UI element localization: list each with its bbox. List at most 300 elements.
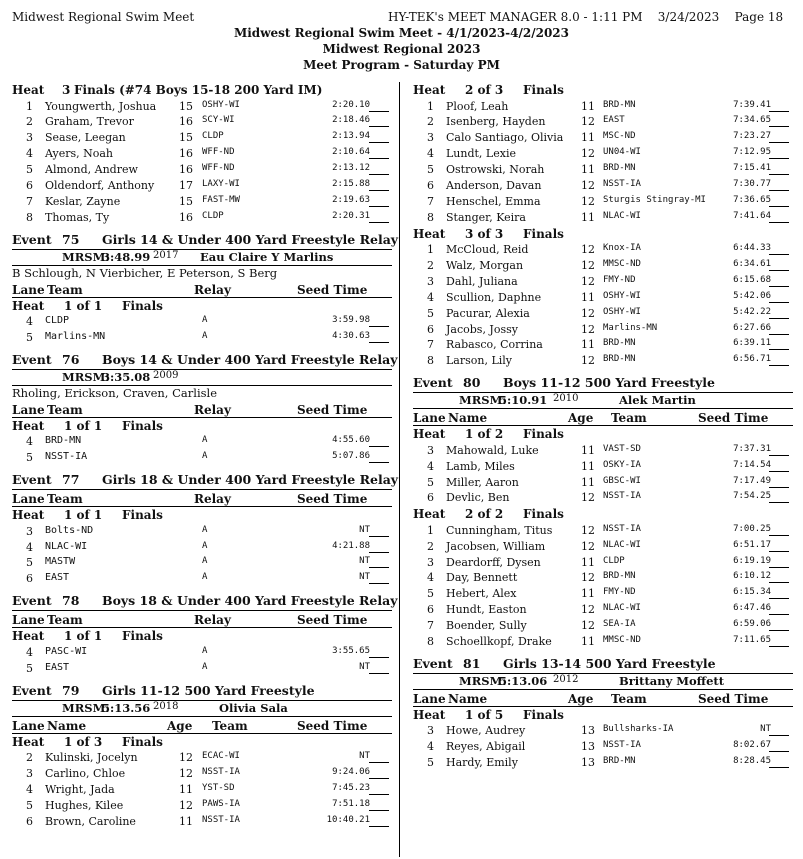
entry-row <box>12 645 392 661</box>
swimmer-age: 11 <box>581 587 595 601</box>
entry-row <box>12 661 392 677</box>
heat-header: Heat 2 of 2 Finals <box>413 507 564 522</box>
entry-row <box>12 146 392 162</box>
team-code: CLDP <box>202 210 224 221</box>
swimmer-name: Henschel, Emma <box>446 194 541 208</box>
final-time-blank <box>769 487 789 488</box>
final-time-blank <box>769 582 789 583</box>
swimmer-age: 12 <box>581 115 595 129</box>
lane-number: 5 <box>26 163 33 177</box>
swimmer-name: Pacurar, Alexia <box>446 306 530 320</box>
swimmer-age: 11 <box>581 99 595 113</box>
swimmer-age: 13 <box>581 756 595 770</box>
lane-number: 7 <box>427 194 434 208</box>
team-code: BRD-MN <box>603 571 636 582</box>
swimmer-age: 12 <box>581 491 595 505</box>
swimmer-age: 16 <box>179 210 193 224</box>
swimmer-age: 12 <box>581 274 595 288</box>
record-relay-names: B Schlough, N Vierbicher, E Peterson, S Berg <box>12 265 278 280</box>
final-time-blank <box>369 222 389 223</box>
lane-number: 1 <box>427 99 434 113</box>
swimmer-name: Scullion, Daphne <box>446 290 542 304</box>
relay-letter: A <box>202 645 208 656</box>
entry-row <box>413 602 793 618</box>
swimmer-age: 12 <box>581 523 595 537</box>
swimmer-name: McCloud, Reid <box>446 243 529 257</box>
lane-number: 6 <box>427 491 434 505</box>
entry-row <box>413 258 793 274</box>
final-time-blank <box>769 190 789 191</box>
seed-time: 7:14.54 <box>733 459 771 470</box>
entry-row <box>12 766 392 782</box>
entry-row <box>413 274 793 290</box>
software-info: HY-TEK's MEET MANAGER 8.0 - 1:11 PM 3/24/2023 Page 18 <box>388 10 784 24</box>
relay-letter: A <box>202 540 208 551</box>
seed-time: 6:15.68 <box>733 274 771 285</box>
seed-time: 6:51.17 <box>733 539 771 550</box>
final-time-blank <box>769 735 789 736</box>
final-time-blank <box>769 286 789 287</box>
final-time-blank <box>769 614 789 615</box>
swimmer-age: 12 <box>581 178 595 192</box>
team-code: BRD-MN <box>45 435 82 447</box>
relay-rows <box>12 434 392 466</box>
team-code: MMSC-ND <box>603 635 641 646</box>
swimmer-age: 12 <box>179 798 193 812</box>
heat-rows <box>413 723 793 771</box>
final-time-blank <box>769 598 789 599</box>
heat-header: Heat 3 of 3 Finals <box>413 226 564 241</box>
lane-number: 6 <box>26 178 33 192</box>
seed-time: 7:54.25 <box>733 491 771 502</box>
swimmer-name: Wright, Jada <box>45 782 115 796</box>
lane-number: 7 <box>427 338 434 352</box>
team-code: SCY-WI <box>202 115 235 126</box>
entry-row <box>12 571 392 587</box>
team-code: Bolts-ND <box>45 524 94 536</box>
team-code: NLAC-WI <box>603 603 641 614</box>
lane-number: 5 <box>427 587 434 601</box>
team-code: OSHY-WI <box>202 99 240 110</box>
lane-number: 3 <box>427 443 434 457</box>
entry-row <box>413 723 793 739</box>
seed-time: NT <box>359 572 370 583</box>
final-time-blank <box>769 111 789 112</box>
entry-row <box>413 162 793 178</box>
entry-row <box>413 194 793 210</box>
final-time-blank <box>369 673 389 674</box>
lane-number: 4 <box>427 740 434 754</box>
team-code: Marlins-MN <box>603 322 658 333</box>
meet-record: MRSM: 3:48.99 2017 Eau Claire Y Marlins <box>12 250 392 266</box>
swimmer-name: Schoellkopf, Drake <box>446 635 552 649</box>
swimmer-name: Walz, Morgan <box>446 259 524 273</box>
relay-letter: A <box>202 451 208 462</box>
final-time-blank <box>769 270 789 271</box>
lane-number: 1 <box>427 523 434 537</box>
lane-number: 5 <box>26 451 33 465</box>
team-code: CLDP <box>45 315 70 327</box>
swimmer-age: 15 <box>179 131 193 145</box>
entry-row <box>413 306 793 322</box>
final-time-blank <box>369 326 389 327</box>
entry-row <box>413 337 793 353</box>
final-time-blank <box>769 767 789 768</box>
team-code: UN04-WI <box>603 147 641 158</box>
lane-number: 8 <box>26 210 33 224</box>
swimmer-name: Carlino, Chloe <box>45 766 126 780</box>
seed-time: 6:27.66 <box>733 322 771 333</box>
entry-row <box>413 178 793 194</box>
relay-letter: A <box>202 331 208 342</box>
swimmer-age: 12 <box>581 571 595 585</box>
final-time-blank <box>769 126 789 127</box>
swimmer-age: 11 <box>179 814 193 828</box>
swimmer-age: 11 <box>581 210 595 224</box>
entry-row <box>12 555 392 571</box>
seed-time: 7:36.65 <box>733 194 771 205</box>
final-time-blank <box>369 342 389 343</box>
lane-number: 6 <box>26 814 33 828</box>
swimmer-age: 12 <box>179 766 193 780</box>
seed-time: 6:47.46 <box>733 603 771 614</box>
swimmer-name: Boender, Sully <box>446 619 527 633</box>
relay-letter: A <box>202 524 208 535</box>
entry-row <box>12 330 392 346</box>
lane-number: 3 <box>427 724 434 738</box>
seed-time: 7:45.23 <box>332 782 370 793</box>
record-relay-names: Rholing, Erickson, Craven, Carlisle <box>12 385 218 400</box>
relay-letter: A <box>202 572 208 583</box>
swimmer-name: Miller, Aaron <box>446 475 519 489</box>
swimmer-age: 12 <box>581 322 595 336</box>
heat-rows <box>413 443 793 507</box>
team-code: BRD-MN <box>603 338 636 349</box>
team-code: SEA-IA <box>603 619 636 630</box>
seed-time: 6:15.34 <box>733 587 771 598</box>
seed-time: NT <box>359 751 370 762</box>
final-time-blank <box>769 646 789 647</box>
seed-time: 2:13.12 <box>332 163 370 174</box>
lane-number: 4 <box>26 645 33 659</box>
lane-number: 3 <box>427 555 434 569</box>
lane-number: 8 <box>427 210 434 224</box>
final-time-blank <box>769 206 789 207</box>
relay-letter: A <box>202 556 208 567</box>
seed-time: 6:19.19 <box>733 555 771 566</box>
team-code: Knox-IA <box>603 243 641 254</box>
entry-row <box>12 314 392 330</box>
seed-time: 5:07.86 <box>332 451 370 462</box>
final-time-blank <box>369 446 389 447</box>
swimmer-age: 16 <box>179 147 193 161</box>
entry-row <box>12 194 392 210</box>
session-title: Meet Program - Saturday PM <box>303 58 500 72</box>
swimmer-name: Hundt, Easton <box>446 603 527 617</box>
lane-number: 5 <box>26 661 33 675</box>
final-time-blank <box>769 174 789 175</box>
seed-time: 2:20.31 <box>332 210 370 221</box>
entry-row <box>413 475 793 491</box>
entry-row <box>413 210 793 226</box>
team-code: NSST-IA <box>202 766 240 777</box>
swimmer-name: Ayers, Noah <box>45 147 114 161</box>
lane-number: 4 <box>26 540 33 554</box>
entry-row <box>12 782 392 798</box>
left-column <box>12 82 399 829</box>
lane-number: 4 <box>26 782 33 796</box>
heat-header: Heat 1 of 1 Finals <box>12 508 163 523</box>
entry-row <box>413 130 793 146</box>
relay-letter: A <box>202 315 208 326</box>
swimmer-name: Almond, Andrew <box>45 163 138 177</box>
meet-record: MRSM: 5:10.91 2010 Alek Martin <box>413 393 793 409</box>
seed-time: 4:55.60 <box>332 435 370 446</box>
swimmer-name: Hughes, Kilee <box>45 798 124 812</box>
final-time-blank <box>769 551 789 552</box>
swimmer-name: Lundt, Lexie <box>446 147 516 161</box>
swimmer-age: 12 <box>581 619 595 633</box>
swimmer-age: 12 <box>581 603 595 617</box>
lane-number: 4 <box>26 147 33 161</box>
seed-time: 7:12.95 <box>733 147 771 158</box>
seed-time: 7:00.25 <box>733 523 771 534</box>
entry-row <box>413 618 793 634</box>
swimmer-age: 15 <box>179 194 193 208</box>
team-code: NSST-IA <box>603 740 641 751</box>
team-code: NLAC-WI <box>603 210 641 221</box>
swimmer-name: Jacobs, Jossy <box>446 322 518 336</box>
swimmer-age: 11 <box>581 338 595 352</box>
final-time-blank <box>769 142 789 143</box>
seed-time: 8:28.45 <box>733 756 771 767</box>
entry-row <box>12 750 392 766</box>
team-code: GBSC-WI <box>603 475 641 486</box>
swimmer-name: Devlic, Ben <box>446 491 510 505</box>
lane-number: 6 <box>427 603 434 617</box>
swimmer-name: Mahowald, Luke <box>446 443 539 457</box>
team-code: NSST-IA <box>603 523 641 534</box>
seed-time: NT <box>359 524 370 535</box>
seed-time: 7:30.77 <box>733 178 771 189</box>
relay-rows <box>12 314 392 346</box>
heat-rows <box>413 99 793 226</box>
swimmer-name: Larson, Lily <box>446 354 513 368</box>
relay-rows <box>12 645 392 677</box>
seed-time: 2:10.64 <box>332 147 370 158</box>
lane-number: 6 <box>427 178 434 192</box>
lane-number: 5 <box>26 798 33 812</box>
heat-header: Heat 1 of 1 Finals <box>12 418 163 433</box>
lane-number: 2 <box>26 115 33 129</box>
final-time-blank <box>369 762 389 763</box>
team-code: NSST-IA <box>603 491 641 502</box>
swimmer-age: 11 <box>581 290 595 304</box>
seed-time: 9:24.06 <box>332 766 370 777</box>
lane-number: 4 <box>26 315 33 329</box>
final-time-blank <box>769 502 789 503</box>
team-code: NSST-IA <box>45 451 88 463</box>
lane-number: 7 <box>26 194 33 208</box>
entry-row <box>413 290 793 306</box>
meet-subtitle: Midwest Regional 2023 <box>322 42 481 56</box>
swimmer-name: Thomas, Ty <box>45 210 110 224</box>
seed-time: 6:59.06 <box>733 619 771 630</box>
final-time-blank <box>769 158 789 159</box>
seed-time: 6:34.61 <box>733 259 771 270</box>
swimmer-age: 11 <box>581 131 595 145</box>
seed-time: 5:42.22 <box>733 306 771 317</box>
entry-row <box>413 634 793 650</box>
relay-column-header: Lane Team Relay Seed Time <box>12 611 392 628</box>
lane-number: 3 <box>427 131 434 145</box>
team-code: BRD-MN <box>603 756 636 767</box>
swimmer-age: 12 <box>581 354 595 368</box>
seed-time: 6:44.33 <box>733 243 771 254</box>
entry-row <box>12 450 392 466</box>
swimmer-name: Youngwerth, Joshua <box>45 99 157 113</box>
lane-number: 1 <box>427 243 434 257</box>
lane-number: 4 <box>427 147 434 161</box>
entry-row <box>12 524 392 540</box>
entry-row <box>413 755 793 771</box>
entry-row <box>413 146 793 162</box>
relay-letter: A <box>202 661 208 672</box>
swimmer-age: 11 <box>581 443 595 457</box>
team-code: ECAC-WI <box>202 751 240 762</box>
entry-row <box>413 490 793 506</box>
lane-number: 3 <box>26 524 33 538</box>
meet-record: MRSM: 5:13.06 2012 Brittany Moffett <box>413 674 793 690</box>
swimmer-name: Hebert, Alex <box>446 587 517 601</box>
seed-time: 2:19.63 <box>332 194 370 205</box>
swimmer-age: 12 <box>581 147 595 161</box>
relay-column-header: Lane Team Relay Seed Time <box>12 281 392 298</box>
heat-header: Heat 3 Finals (#74 Boys 15-18 200 Yard IM) <box>12 83 323 97</box>
seed-time: 7:34.65 <box>733 115 771 126</box>
seed-time: NT <box>359 556 370 567</box>
entry-row <box>413 459 793 475</box>
team-code: LAXY-WI <box>202 178 240 189</box>
final-time-blank <box>769 222 789 223</box>
event-header: Event 77 Girls 18 & Under 400 Yard Freestyle Relay <box>12 472 392 490</box>
final-time-blank <box>769 455 789 456</box>
meet-title: Midwest Regional Swim Meet - 4/1/2023-4/2/2023 <box>233 26 570 40</box>
entry-row <box>413 570 793 586</box>
team-code: YST-SD <box>202 782 235 793</box>
event-header: Event 79 Girls 11-12 500 Yard Freestyle <box>12 683 392 701</box>
swimmer-age: 11 <box>179 782 193 796</box>
swimmer-name: Calo Santiago, Olivia <box>446 131 564 145</box>
swimmer-name: Kulinski, Jocelyn <box>45 751 138 765</box>
lane-number: 2 <box>427 259 434 273</box>
lane-number: 5 <box>427 163 434 177</box>
swimmer-age: 16 <box>179 115 193 129</box>
final-time-blank <box>369 111 389 112</box>
team-code: WFF-ND <box>202 163 235 174</box>
team-code: BRD-MN <box>603 163 636 174</box>
right-column <box>413 82 793 771</box>
swimmer-age: 12 <box>179 751 193 765</box>
swimmer-name: Brown, Caroline <box>45 814 136 828</box>
final-time-blank <box>369 536 389 537</box>
lane-number: 3 <box>26 131 33 145</box>
final-time-blank <box>769 334 789 335</box>
column-divider <box>399 82 400 857</box>
lane-number: 7 <box>427 619 434 633</box>
entry-row <box>413 114 793 130</box>
lane-number: 3 <box>427 274 434 288</box>
seed-time: 5:42.06 <box>733 290 771 301</box>
lane-number: 8 <box>427 354 434 368</box>
final-time-blank <box>769 535 789 536</box>
individual-column-header: Lane Name Age Team Seed Time <box>413 690 793 707</box>
seed-time: 3:55.65 <box>332 645 370 656</box>
swimmer-age: 12 <box>581 306 595 320</box>
individual-column-header: Lane Name Age Team Seed Time <box>413 409 793 426</box>
seed-time: 7:41.64 <box>733 210 771 221</box>
heat-rows <box>413 242 793 369</box>
team-code: BRD-MN <box>603 99 636 110</box>
team-code: PASC-WI <box>45 645 88 657</box>
swimmer-name: Day, Bennett <box>446 571 518 585</box>
entry-row <box>413 99 793 115</box>
swimmer-age: 12 <box>581 259 595 273</box>
team-code: BRD-MN <box>603 354 636 365</box>
swimmer-age: 11 <box>581 475 595 489</box>
seed-time: NT <box>359 661 370 672</box>
swimmer-name: Stanger, Keira <box>446 210 526 224</box>
final-time-blank <box>369 552 389 553</box>
swimmer-age: 15 <box>179 99 193 113</box>
lane-number: 6 <box>26 572 33 586</box>
entry-row <box>12 162 392 178</box>
lane-number: 8 <box>427 635 434 649</box>
swimmer-age: 13 <box>581 724 595 738</box>
swimmer-age: 12 <box>581 243 595 257</box>
seed-time: 3:59.98 <box>332 315 370 326</box>
team-code: NSST-IA <box>202 814 240 825</box>
final-time-blank <box>369 794 389 795</box>
seed-time: 4:30.63 <box>332 331 370 342</box>
team-code: EAST <box>603 115 625 126</box>
lane-number: 4 <box>427 459 434 473</box>
seed-time: 7:23.27 <box>733 131 771 142</box>
seed-time: 7:17.49 <box>733 475 771 486</box>
team-code: OSHY-WI <box>603 306 641 317</box>
seed-time: 2:15.88 <box>332 178 370 189</box>
swimmer-name: Dahl, Juliana <box>446 274 518 288</box>
lane-number: 5 <box>427 475 434 489</box>
entry-row <box>413 739 793 755</box>
entry-row <box>413 586 793 602</box>
team-code: MMSC-ND <box>603 259 641 270</box>
team-code: EAST <box>45 572 70 584</box>
entry-row <box>413 242 793 258</box>
heat-header: Heat 1 of 2 Finals <box>413 427 564 442</box>
team-code: CLDP <box>603 555 625 566</box>
team-code: Marlins-MN <box>45 331 106 343</box>
entry-row <box>413 539 793 555</box>
meet-record: MRSM: 5:13.56 2018 Olivia Sala <box>12 701 392 717</box>
entry-row <box>12 814 392 830</box>
swimmer-age: 17 <box>179 178 193 192</box>
swimmer-name: Hardy, Emily <box>446 756 518 770</box>
final-time-blank <box>369 826 389 827</box>
lane-number: 5 <box>26 556 33 570</box>
seed-time: 6:39.11 <box>733 338 771 349</box>
lane-number: 2 <box>26 751 33 765</box>
